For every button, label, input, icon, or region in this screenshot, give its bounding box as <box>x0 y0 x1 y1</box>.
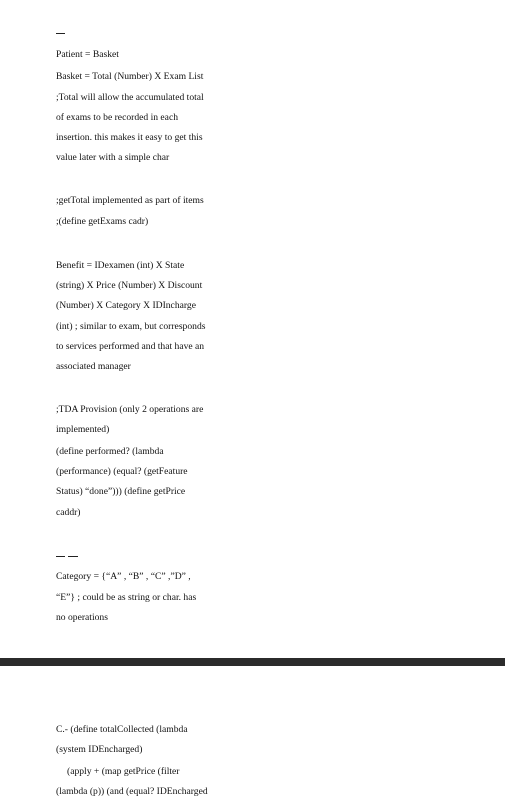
text-line: caddr) <box>56 507 81 518</box>
text-line: ;getTotal implemented as part of items <box>56 195 204 206</box>
text-line: associated manager <box>56 361 131 372</box>
text-line: (string) X Price (Number) X Discount <box>56 280 203 291</box>
text-line: (Number) X Category X IDIncharge <box>56 300 196 311</box>
text-line: implemented) <box>56 424 110 435</box>
text-line: (apply + (map getPrice (filter <box>67 766 180 777</box>
text-line: insertion. this makes it easy to get this <box>56 132 203 143</box>
text-line: ;TDA Provision (only 2 operations are <box>56 404 204 415</box>
text-line: (performance) (equal? (getFeature <box>56 466 188 477</box>
dash-separator <box>56 556 65 557</box>
text-line: (lambda (p)) (and (equal? IDEncharged <box>56 786 208 797</box>
text-line: Benefit = IDexamen (int) X State <box>56 260 185 271</box>
text-line: value later with a simple char <box>56 152 170 163</box>
text-line: ;Total will allow the accumulated total <box>56 92 204 103</box>
text-line: ;(define getExams cadr) <box>56 216 149 227</box>
page-separator <box>0 658 505 666</box>
text-line: (int) ; similar to exam, but corresponds <box>56 321 206 332</box>
text-line: Status) “done”))) (define getPrice <box>56 486 186 497</box>
dash-separator <box>56 33 65 34</box>
dash-separator <box>68 556 78 557</box>
text-line: Category = {“A” , “B” , “C” ,”D” , <box>56 571 191 582</box>
text-line: (define performed? (lambda <box>56 446 164 457</box>
text-line: of exams to be recorded in each <box>56 112 178 123</box>
text-line: C.- (define totalCollected (lambda <box>56 724 188 735</box>
text-line: Patient = Basket <box>56 49 119 60</box>
text-line: to services performed and that have an <box>56 341 205 352</box>
document-page-2 <box>0 666 505 808</box>
text-line: “E”} ; could be as string or char. has <box>56 592 197 603</box>
text-line: (system IDEncharged) <box>56 744 143 755</box>
text-line: no operations <box>56 612 108 623</box>
text-line: Basket = Total (Number) X Exam List <box>56 71 204 82</box>
